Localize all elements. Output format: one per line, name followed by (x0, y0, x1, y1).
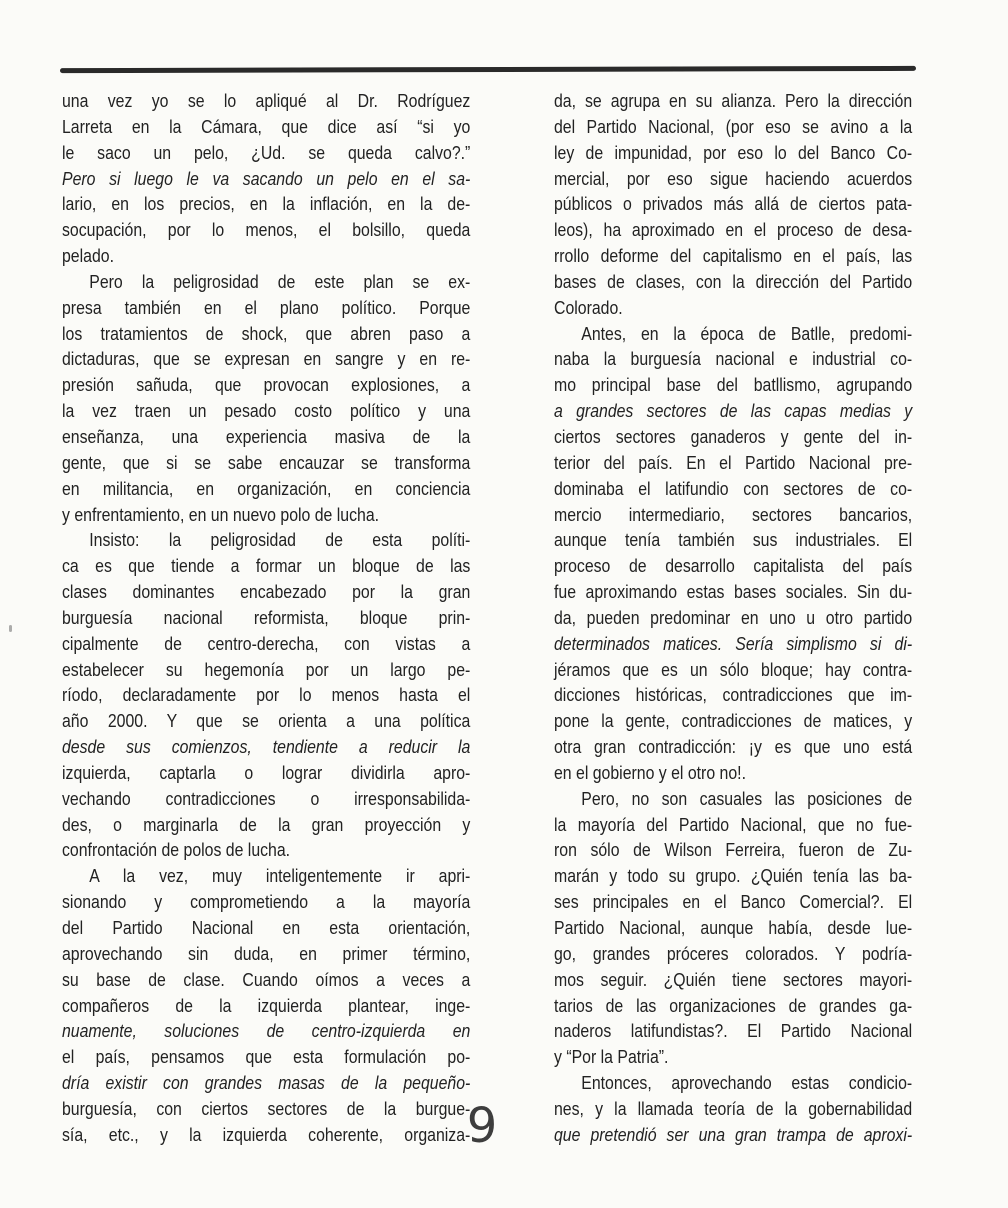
paragraph (62, 270, 470, 528)
text-line: da, pueden predominar en uno u otro partido (554, 607, 913, 628)
text-line: marán y todo su grupo. ¿Quién tenía las ba- (554, 866, 913, 887)
text-line: le saco un pelo, ¿Ud. se queda calvo?.” (62, 142, 471, 163)
text-line: gente, que si se sabe encauzar se transforma (62, 452, 471, 473)
text-line: Antes, en la época de Batlle, predomi- (581, 323, 913, 344)
text-line: leos), ha aproximado en el proceso de desa- (554, 220, 913, 241)
text-line: dría existir con grandes masas de la pequeño- (62, 1073, 471, 1094)
text-line: Colorado. (554, 297, 623, 318)
text-line: estabelecer su hegemonía por un largo pe- (62, 659, 471, 680)
text-line: fue aproximando estas bases sociales. Sin du- (554, 582, 913, 603)
text-line: mo principal base del batllismo, agrupando (554, 375, 913, 396)
text-line: Larreta en la Cámara, que dice así “si yo (62, 116, 471, 137)
text-line: y “Por la Patria”. (554, 1047, 669, 1068)
text-line: naba la burguesía nacional e industrial co- (554, 349, 913, 370)
paragraph (554, 787, 912, 1071)
text-line: ca es que tiende a formar un bloque de las (62, 556, 471, 577)
text-line: en militancia, en organización, en conciencia (62, 478, 471, 499)
text-line: los tratamientos de shock, que abren paso a (62, 323, 471, 344)
text-line: ron sólo de Wilson Ferreira, fueron de Zu- (554, 840, 913, 861)
text-line: la mayoría del Partido Nacional, que no fue- (554, 814, 913, 835)
text-line: desde sus comienzos, tendiente a reducir la (62, 737, 471, 758)
text-line: tarios de las organizaciones de grandes ga- (554, 995, 913, 1016)
paragraph (554, 1071, 912, 1149)
text-line: ciertos sectores ganaderos y gente del in- (554, 426, 913, 447)
left-column (62, 89, 470, 1149)
text-line: burguesía, con ciertos sectores de la burgue- (62, 1098, 471, 1119)
paragraph (554, 322, 912, 787)
text-line: confrontación de polos de lucha. (62, 840, 291, 861)
text-line: naderos latifundistas?. El Partido Nacional (554, 1021, 913, 1042)
text-line: ríodo, declaradamente por lo menos hasta el (62, 685, 471, 706)
text-line: socupación, por lo menos, el bolsillo, queda (62, 220, 471, 241)
paragraph (62, 528, 470, 864)
text-line: otra gran contradicción: ¡y es que uno está (554, 737, 913, 758)
text-line: enseñanza, una experiencia masiva de la (62, 426, 471, 447)
text-line: clases dominantes encabezado por la gran (62, 582, 471, 603)
right-column (554, 89, 912, 1149)
text-line: aprovechando sin duda, en primer término, (62, 943, 471, 964)
text-line: aunque tenía también sus industriales. El (554, 530, 913, 551)
text-line: una vez yo se lo apliqué al Dr. Rodríguez (62, 91, 471, 111)
text-line: jéramos que es un sólo bloque; hay contra- (554, 659, 913, 680)
text-line: el país, pensamos que esta formulación po- (62, 1047, 471, 1068)
text-line: nes, y la llamada teoría de la gobernabilidad (554, 1098, 913, 1119)
text-line: bases de clases, con la dirección del Partido (554, 271, 913, 292)
text-line: compañeros de la izquierda plantear, inge- (62, 995, 471, 1016)
text-line: presión sañuda, que provocan explosiones, a (62, 375, 471, 396)
text-line: dominaba el latifundio con sectores de co- (554, 478, 913, 499)
text-line: da, se agrupa en su alianza. Pero la dirección (554, 91, 913, 111)
text-line: vechando contradicciones o irresponsabilida- (62, 788, 471, 809)
text-line: pone la gente, contradicciones de matices, y (554, 711, 913, 732)
text-line: terior del país. En el Partido Nacional pre- (554, 452, 913, 473)
paragraph (62, 864, 470, 1148)
text-line: públicos o privados más allá de ciertos pata- (554, 194, 913, 215)
text-line: Insisto: la peligrosidad de esta políti- (89, 530, 471, 551)
text-line: Entonces, aprovechando estas condicio- (581, 1073, 913, 1094)
text-line: nuamente, soluciones de centro-izquierda en (62, 1021, 471, 1042)
text-line: cipalmente de centro-derecha, con vistas a (62, 633, 471, 654)
text-line: Pero si luego le va sacando un pelo en el sa- (62, 168, 471, 189)
text-line: Partido Nacional, aunque había, desde lue- (554, 918, 913, 938)
text-line: go, grandes próceres colorados. Y podría- (554, 943, 913, 964)
text-line: del Partido Nacional, (por eso se avino a la (554, 116, 913, 137)
text-line: su base de clase. Cuando oímos a veces a (62, 969, 471, 990)
text-line: mercial, por eso sigue haciendo acuerdos (554, 168, 913, 189)
text-line: año 2000. Y que se orienta a una política (62, 711, 471, 732)
text-line: y enfrentamiento, en un nuevo polo de lucha. (62, 504, 380, 525)
text-line: rrollo deforme del capitalismo en el país, las (554, 246, 913, 267)
page-number: 9 (466, 1098, 498, 1154)
text-line: des, o marginarla de la gran proyección y (62, 814, 471, 835)
text-line: del Partido Nacional en esta orientación, (62, 918, 471, 938)
top-rule (60, 66, 916, 73)
text-line: mos seguir. ¿Quién tiene sectores mayori- (554, 969, 913, 990)
text-line: dictaduras, que se expresan en sangre y en re- (62, 349, 471, 370)
paragraph (62, 89, 470, 270)
text-line: proceso de desarrollo capitalista del país (554, 556, 913, 577)
text-line: A la vez, muy inteligentemente ir apri- (89, 866, 471, 887)
text-line: lario, en los precios, en la inflación, en la de- (62, 194, 471, 215)
text-line: que pretendió ser una gran trampa de aproxi- (554, 1124, 913, 1145)
text-line: presa también en el plano político. Porque (62, 297, 471, 318)
text-line: determinados matices. Sería simplismo si di- (554, 633, 913, 654)
paragraph (554, 89, 912, 322)
text-line: a grandes sectores de las capas medias y (554, 401, 913, 422)
text-line: dicciones históricas, contradicciones que im- (554, 685, 913, 706)
text-line: en el gobierno y el otro no!. (554, 762, 746, 783)
text-line: izquierda, captarla o lograr dividirla apro- (62, 762, 471, 783)
text-line: pelado. (62, 246, 114, 267)
text-line: sionando y comprometiendo a la mayoría (62, 892, 471, 913)
text-line: la vez traen un pesado costo político y una (62, 401, 471, 422)
text-line: Pero la peligrosidad de este plan se ex- (89, 271, 471, 292)
text-line: ses principales en el Banco Comercial?. El (554, 892, 913, 913)
text-line: burguesía nacional reformista, bloque prin- (62, 607, 471, 628)
text-line: mercio intermediario, sectores bancarios, (554, 504, 913, 525)
text-line: ley de impunidad, por eso lo del Banco Co- (554, 142, 913, 163)
text-line: sía, etc., y la izquierda coherente, organiza- (62, 1124, 471, 1145)
text-line: Pero, no son casuales las posiciones de (581, 788, 913, 809)
scan-speck (9, 625, 12, 632)
